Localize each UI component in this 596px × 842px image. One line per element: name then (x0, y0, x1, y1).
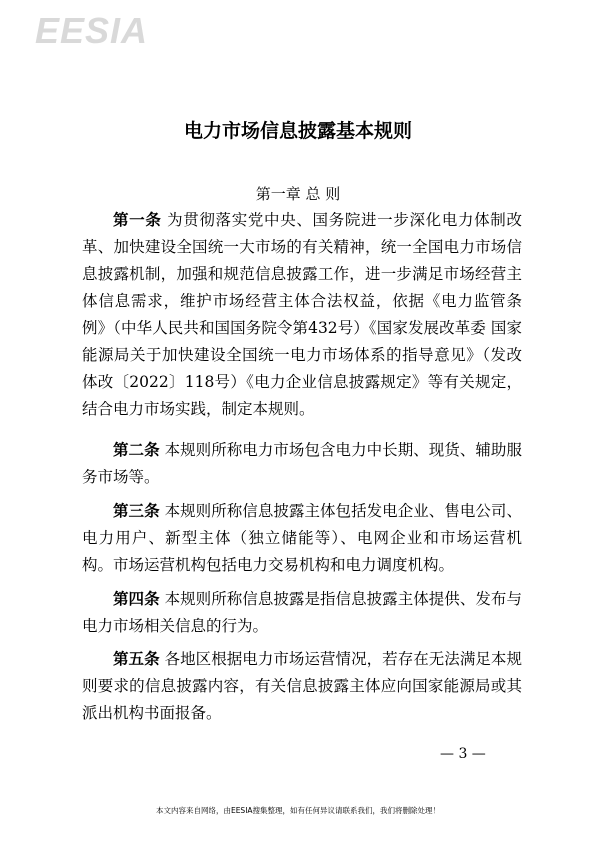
article-text: 本规则所称信息披露是指信息披露主体提供、发布与电力市场相关信息的行为。 (82, 590, 522, 635)
article-1 (82, 207, 522, 423)
article-label: 第五条 (113, 650, 160, 668)
article-4 (82, 586, 522, 640)
article-2 (82, 437, 522, 491)
article-5 (82, 646, 522, 727)
article-text: 本规则所称电力市场包含电力中长期、现货、辅助服务市场等。 (82, 441, 522, 486)
article-label: 第三条 (113, 502, 160, 520)
page-number: — 3 — (440, 746, 486, 762)
article-text: 本规则所称信息披露主体包括发电企业、售电公司、电力用户、新型主体（独立储能等）、电网企业和市场运营机构。市场运营机构包括电力交易机构和电力调度机构。 (82, 502, 522, 574)
article-label: 第一条 (113, 211, 162, 229)
article-text: 为贯彻落实党中央、国务院进一步深化电力体制改革、加快建设全国统一大市场的有关精神，统一全国电力市场信息披露机制，加强和规范信息披露工作，进一步满足市场经营主体信息需求，维护市场经营主体合法权益，依据《电力监管条例》（中华人民共和国国务院令第432号）《国家发展改革委 国家能源局关于加快建设全国统一电力市场体系的指导意见》（发改体改〔2022〕118号）《电力企业信息披露规定》等有关规定，结合电力市场实践，制定本规则。 (82, 211, 522, 418)
eesia-logo: EESIA (35, 10, 149, 51)
chapter-heading: 第一章 总 则 (255, 185, 341, 203)
article-label: 第四条 (113, 590, 160, 608)
footer-notice: 本文内容来自网络，由EESIA搜集整理，如有任何异议请联系我们，我们将删除处理！ (155, 806, 441, 815)
document-title: 电力市场信息披露基本规则 (183, 120, 412, 142)
article-3 (82, 498, 522, 579)
article-text: 各地区根据电力市场运营情况，若存在无法满足本规则要求的信息披露内容，有关信息披露主体应向国家能源局或其派出机构书面报备。 (82, 650, 522, 722)
article-label: 第二条 (113, 441, 160, 459)
